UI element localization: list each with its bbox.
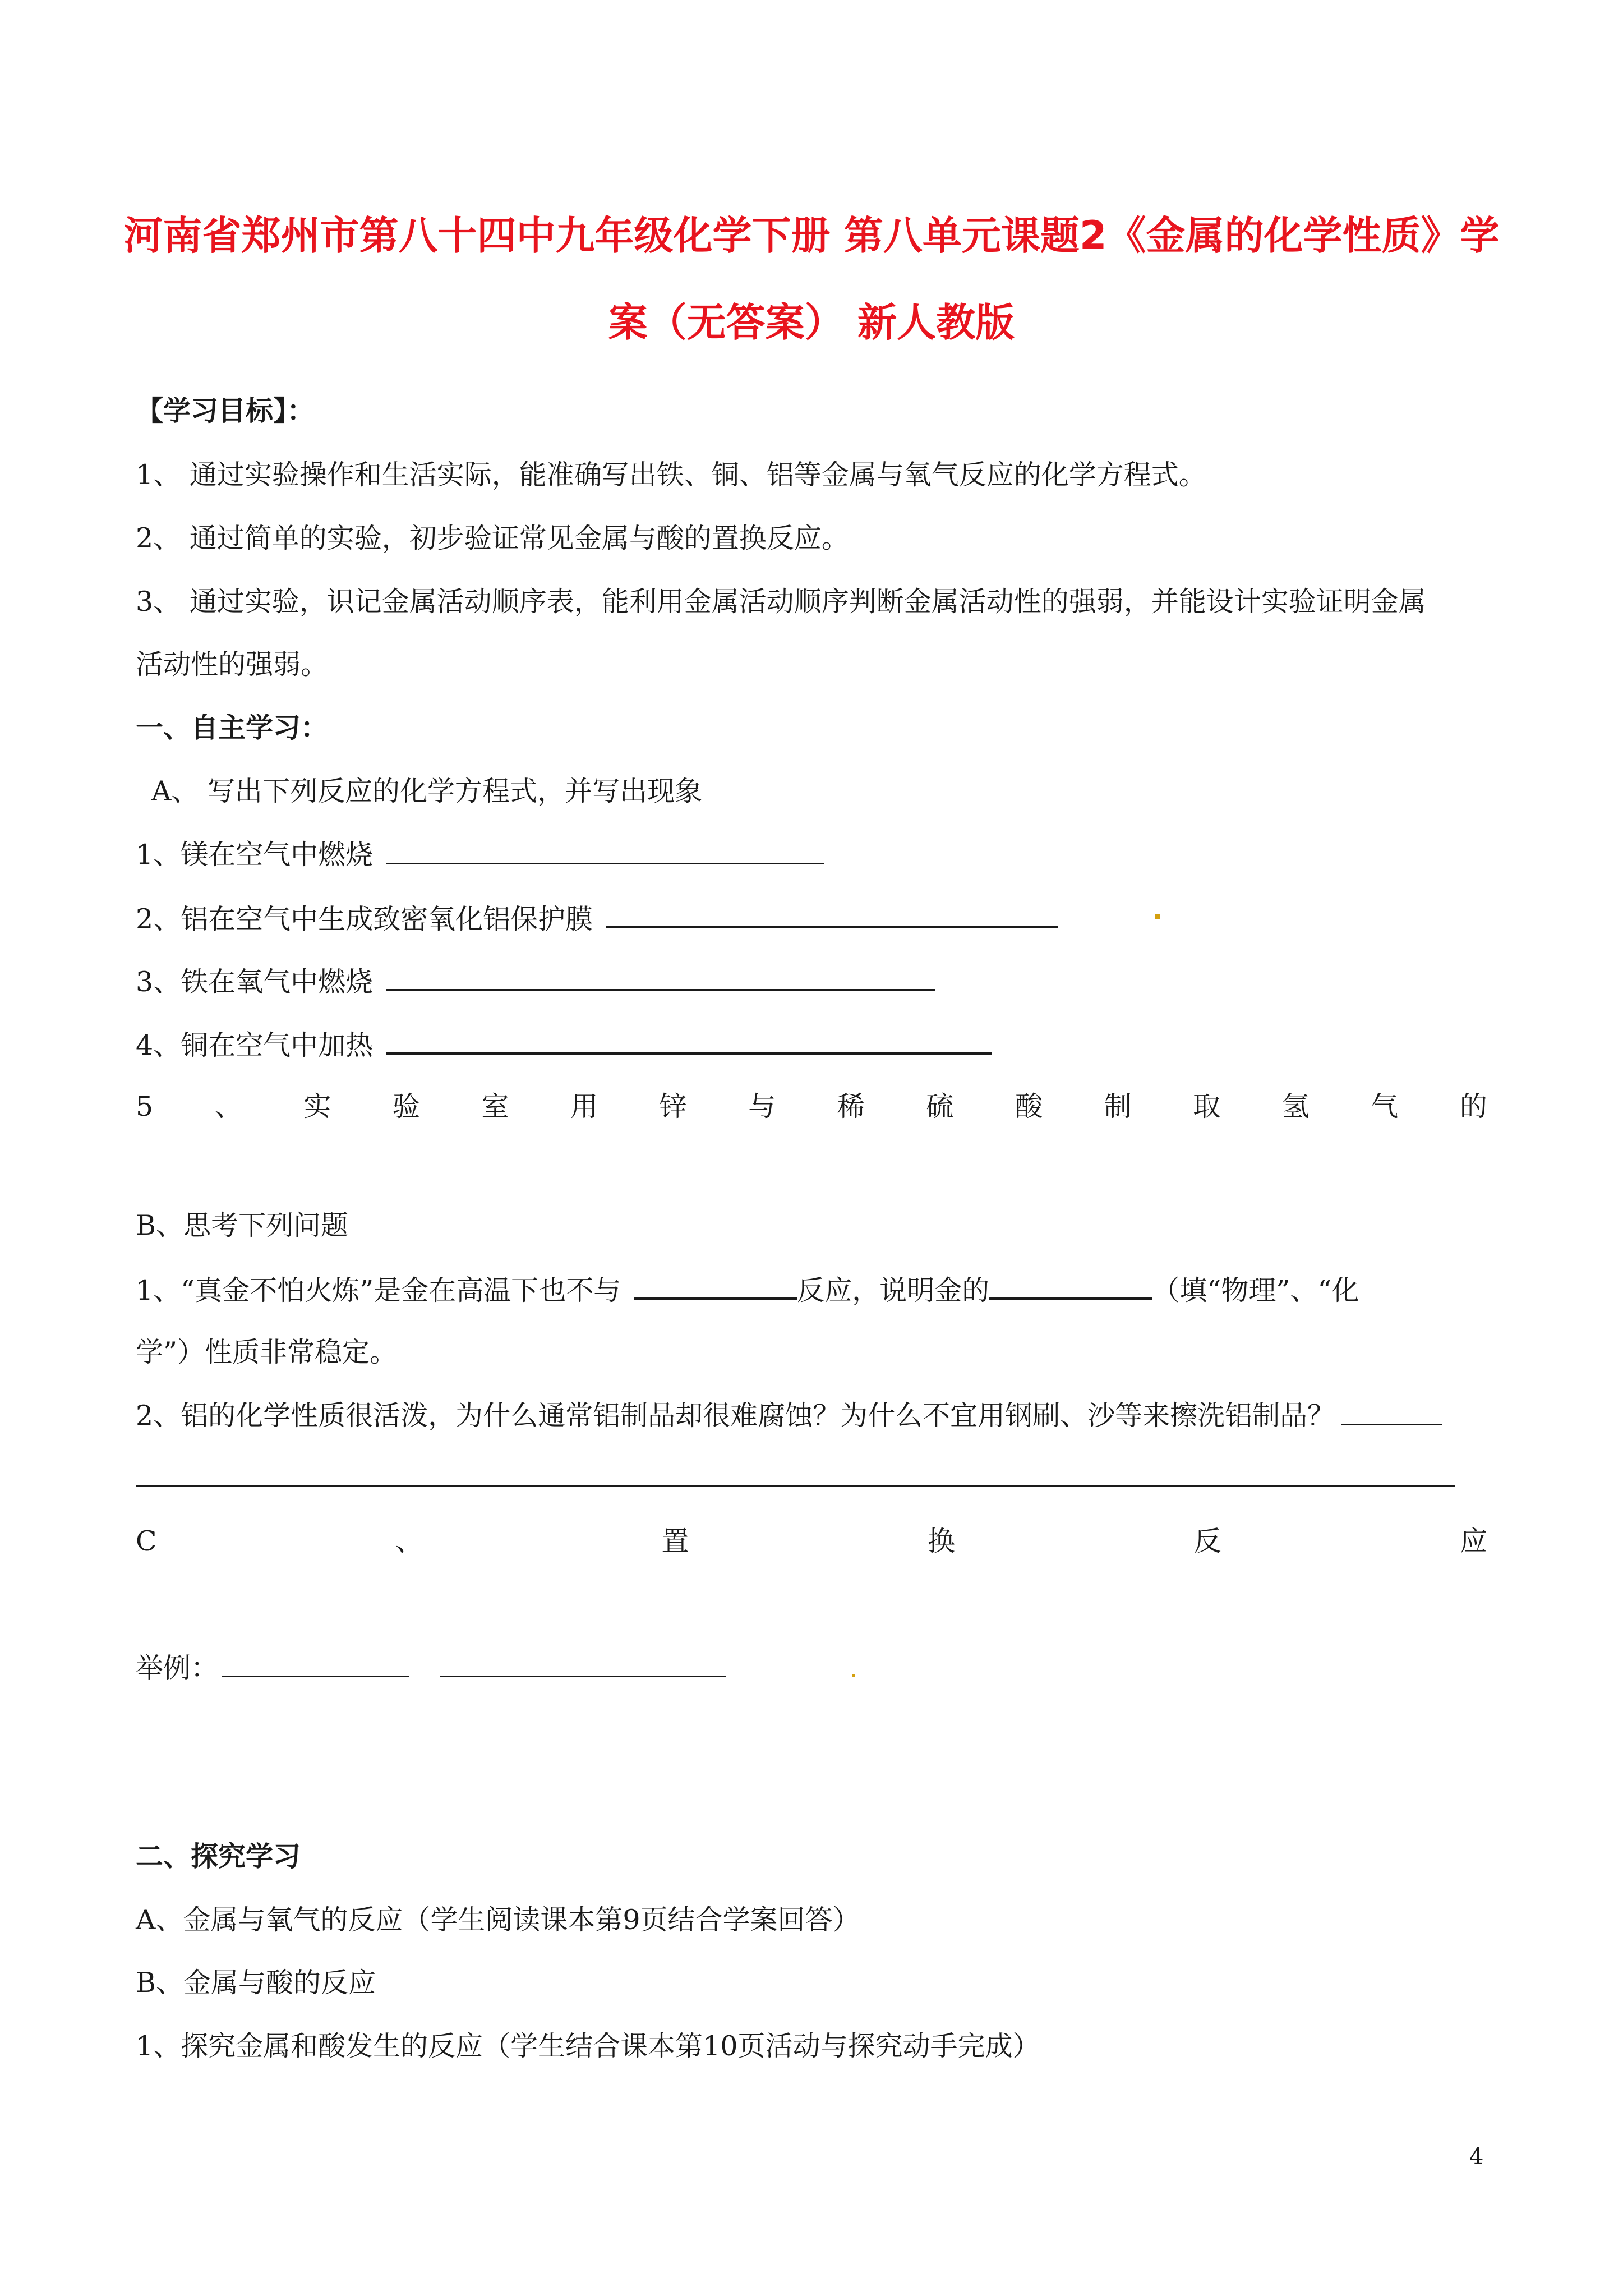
question-2 <box>136 904 1058 933</box>
c-char: 反 <box>1193 1525 1221 1557</box>
page-number: 4 <box>1469 2144 1484 2170</box>
objective-item-3-continued: 活动性的强弱。 <box>136 648 329 680</box>
question-4-text: 4、铜在空气中加热 <box>136 1029 374 1061</box>
stray-mark <box>1155 914 1160 919</box>
example-line <box>136 1654 726 1682</box>
example-blank-2[interactable] <box>440 1654 726 1677</box>
question-5-justified <box>136 1093 1487 1120</box>
question-b1-text-2: 反应，说明金的 <box>797 1274 990 1306</box>
c-char: C <box>136 1525 157 1557</box>
question-1-text: 1、镁在空气中燃烧 <box>136 839 374 871</box>
section-1-heading: 一、自主学习： <box>136 712 329 744</box>
q5-char: 取 <box>1193 1091 1221 1122</box>
question-1 <box>136 839 824 871</box>
q5-char: 用 <box>570 1091 598 1122</box>
stray-mark <box>852 1674 855 1677</box>
question-b1 <box>136 1275 1359 1304</box>
answer-blank-1[interactable] <box>386 840 824 864</box>
question-3-text: 3、铁在氧气中燃烧 <box>136 966 374 998</box>
question-2-text: 2、铝在空气中生成致密氧化铝保护膜 <box>136 903 593 935</box>
question-b1-text-3: （填“物理”、“化 <box>1152 1274 1359 1306</box>
q5-char: 酸 <box>1015 1091 1043 1122</box>
example-blank-1[interactable] <box>222 1654 409 1677</box>
q5-char: 实 <box>303 1091 331 1122</box>
question-b1-continued: 学”）性质非常稳定。 <box>136 1336 398 1368</box>
c-char: 换 <box>927 1525 955 1557</box>
section-2-item-b: B、金属与酸的反应 <box>136 1967 376 1999</box>
question-3 <box>136 967 935 996</box>
part-c-heading-justified <box>136 1527 1487 1555</box>
question-4 <box>136 1030 992 1059</box>
objective-item-3: 3、 通过实验，识记金属活动顺序表，能利用金属活动顺序判断金属活动性的强弱，并能设计实验证明金属 <box>136 586 1426 618</box>
objective-item-1: 1、 通过实验操作和生活实际，能准确写出铁、铜、铝等金属与氧气反应的化学方程式。 <box>136 459 1206 491</box>
example-label: 举例： <box>136 1652 219 1684</box>
q5-char: 制 <box>1104 1091 1132 1122</box>
question-b1-text-1: 1、“真金不怕火炼”是金在高温下也不与 <box>136 1274 621 1306</box>
document-title-line-1: 河南省郑州市第八十四中九年级化学下册 第八单元课题2《金属的化学性质》学 <box>123 213 1500 259</box>
q5-char: 验 <box>392 1091 420 1122</box>
q5-char: 室 <box>481 1091 509 1122</box>
part-a-instruction: A、 写出下列反应的化学方程式，并写出现象 <box>151 775 702 807</box>
answer-blank-b1-1[interactable] <box>634 1275 797 1300</box>
section-2-item-b1: 1、探究金属和酸发生的反应（学生结合课本第10页活动与探究动手完成） <box>136 2030 1040 2062</box>
q5-char: 、 <box>214 1091 242 1122</box>
objectives-heading: 【学习目标】： <box>136 395 315 427</box>
question-b2-text: 2、铝的化学性质很活泼，为什么通常铝制品却很难腐蚀？为什么不宜用钢刷、沙等来擦洗铝制品？ <box>136 1400 1335 1432</box>
q5-char: 气 <box>1371 1091 1399 1122</box>
answer-blank-b2[interactable] <box>1341 1401 1442 1425</box>
answer-line-b2[interactable] <box>136 1485 1455 1487</box>
c-char: 置 <box>661 1525 689 1557</box>
answer-blank-2[interactable] <box>606 904 1058 928</box>
answer-blank-4[interactable] <box>386 1030 992 1055</box>
document-title-line-2: 案（无答案） 新人教版 <box>608 300 1015 346</box>
q5-char: 与 <box>748 1091 776 1122</box>
part-b-heading: B、思考下列问题 <box>136 1209 349 1241</box>
answer-blank-3[interactable] <box>386 967 935 991</box>
c-char: 、 <box>395 1525 423 1557</box>
answer-blank-b1-2[interactable] <box>989 1275 1152 1300</box>
q5-char: 硫 <box>926 1091 954 1122</box>
objective-item-2: 2、 通过简单的实验，初步验证常见金属与酸的置换反应。 <box>136 522 849 554</box>
q5-char: 锌 <box>659 1091 687 1122</box>
q5-char: 氢 <box>1281 1091 1310 1122</box>
q5-char: 的 <box>1459 1091 1487 1122</box>
q5-char: 5 <box>136 1091 154 1122</box>
q5-char: 稀 <box>837 1091 865 1122</box>
section-2-item-a: A、金属与氧气的反应（学生阅读课本第9页结合学案回答） <box>136 1904 860 1936</box>
question-b2 <box>136 1400 1442 1432</box>
c-char: 应 <box>1459 1525 1487 1557</box>
section-2-heading: 二、探究学习 <box>136 1841 301 1872</box>
